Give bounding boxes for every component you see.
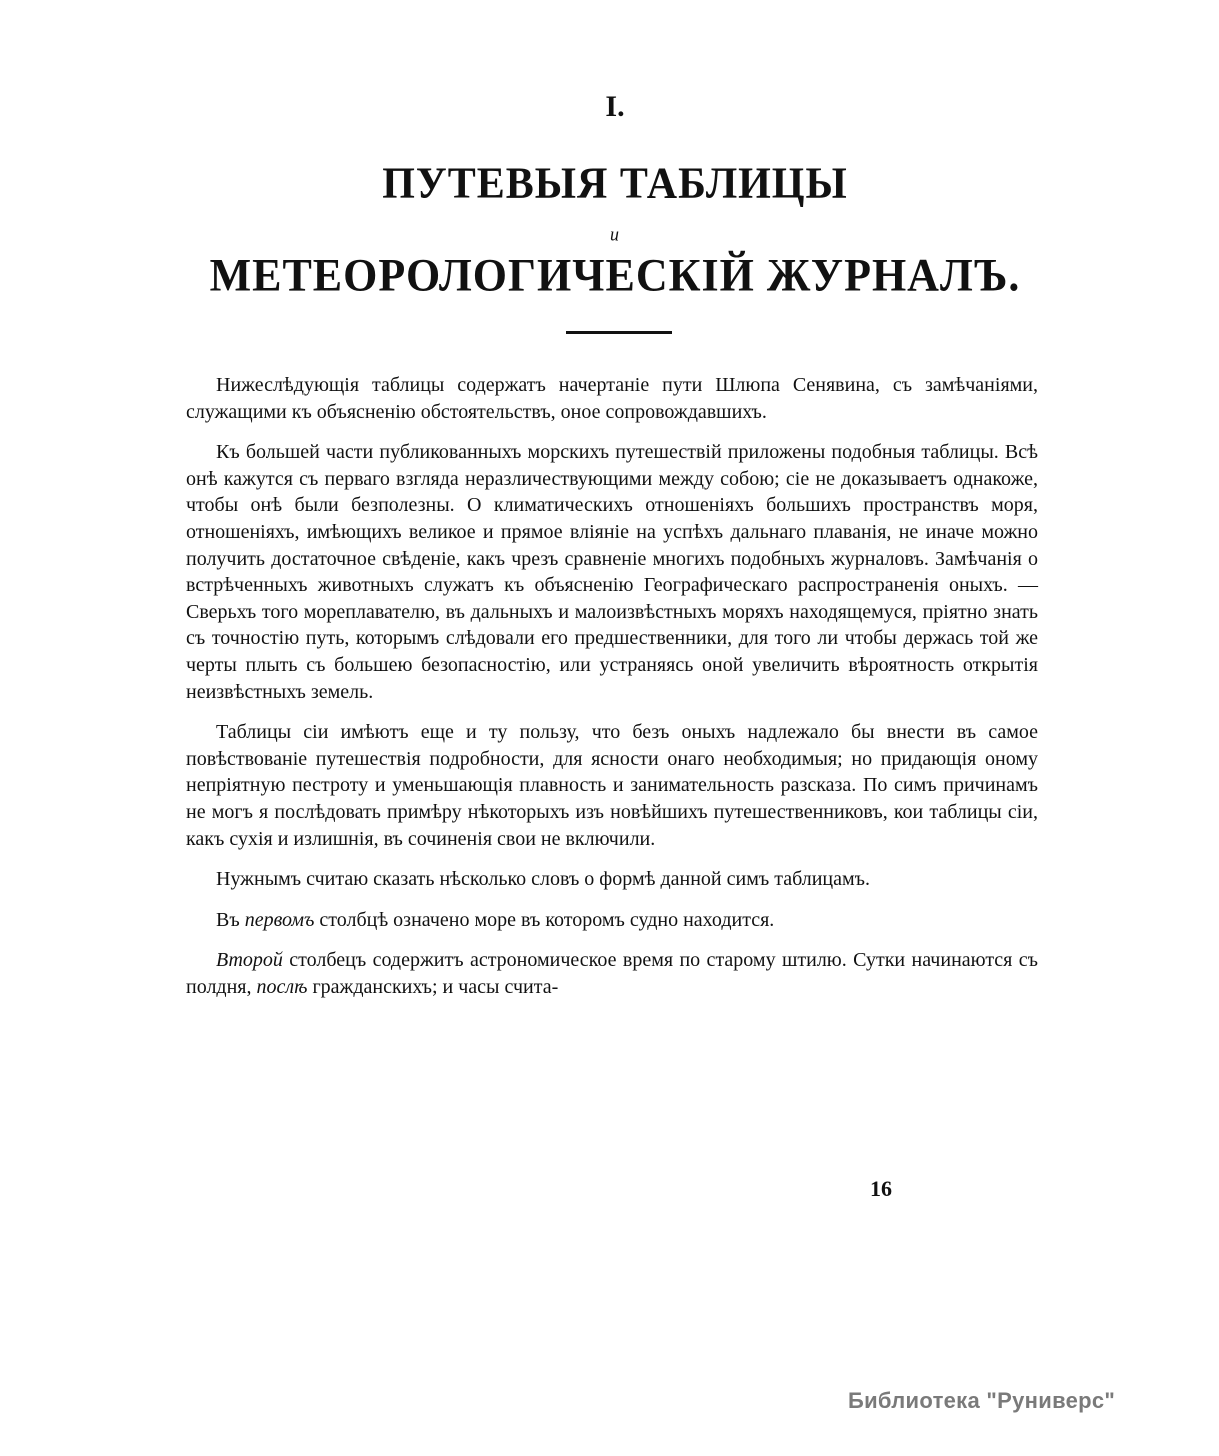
paragraph-5-end: столбцѣ означено море въ которомъ судно находится.: [314, 908, 775, 931]
title-line-2: МЕТЕОРОЛОГИЧЕСКІЙ ЖУРНАЛЪ.: [209, 249, 1021, 302]
title-conjunction: и: [610, 223, 620, 245]
paragraph-2: Къ большей части публикованныхъ морскихъ путешествій приложены подобныя таблицы. Всѣ онѣ кажутся съ перваго взгляда неразличествующими между собою; сіе не доказываетъ однакоже, чтобы онѣ были безполезны. О климатическихъ отношеніяхъ большихъ пространствъ моря, отношеніяхъ, имѣющихъ великое и прямое вліяніе на успѣхъ дальнаго плаванія, не иначе можно получить достаточное свѣденіе, какъ чрезъ сравненіе многихъ подобныхъ журналовъ. Замѣчанія о встрѣченныхъ животныхъ служатъ къ объясненію Географическаго распространенія оныхъ. — Сверьхъ того мореплавателю, въ дальныхъ и малоизвѣстныхъ моряхъ находящемуся, пріятно знать съ точностію путь, которымъ слѣдовали его предшественники, для того ли чтобы держась той же черты плыть съ большею безопасностію, или устраняясь оной увеличить вѣроятность открытія неизвѣстныхъ земель.: [186, 441, 1038, 703]
paragraph-6-mid: столбецъ содержитъ астрономическое время по старому штилю. Сутки начинаются съ полдня,: [186, 949, 1038, 998]
paragraph-6-end: гражданскихъ; и часы счита-: [307, 975, 559, 998]
chapter-number: I.: [605, 90, 625, 123]
paragraph-5-italic: первомъ: [244, 908, 315, 931]
paragraph-5: [186, 907, 1038, 934]
title-divider: [566, 331, 672, 334]
paragraph-1: Нижеслѣдующія таблицы содержатъ начертаніе пути Шлюпа Сенявина, съ замѣчаніями, служащими къ объясненію обстоятельствъ, оное сопровождавшихъ.: [186, 374, 1038, 423]
paragraph-6: [186, 947, 1038, 1000]
paragraph-6-italic-1: Второй: [216, 949, 283, 972]
paragraph-6-italic-2: послѣ: [256, 975, 308, 998]
paragraph-3: Таблицы сіи имѣютъ еще и ту пользу, что безъ оныхъ надлежало бы внести въ самое повѣствованіе путешествія подробности, для ясности онаго необходимыя; но придающія оному непріятную пестроту и уменьшающія плавность и занимательность разсказа. По симъ причинамъ не могъ я послѣдовать примѣру нѣкоторыхъ изъ новѣйшихъ путешественниковъ, кои таблицы сіи, какъ сухія и излишнія, въ сочиненія свои не включили.: [186, 721, 1038, 850]
title-line-1: ПУТЕВЫЯ ТАБЛИЦЫ: [382, 159, 848, 209]
paragraph-5-start: Въ: [216, 908, 245, 931]
body-text: [186, 372, 1038, 1011]
signature-number: 16: [870, 1176, 892, 1201]
library-watermark: Библиотека "Руниверс": [848, 1388, 1116, 1413]
paragraph-4: Нужнымъ считаю сказать нѣсколько словъ о формѣ данной симъ таблицамъ.: [216, 868, 871, 891]
